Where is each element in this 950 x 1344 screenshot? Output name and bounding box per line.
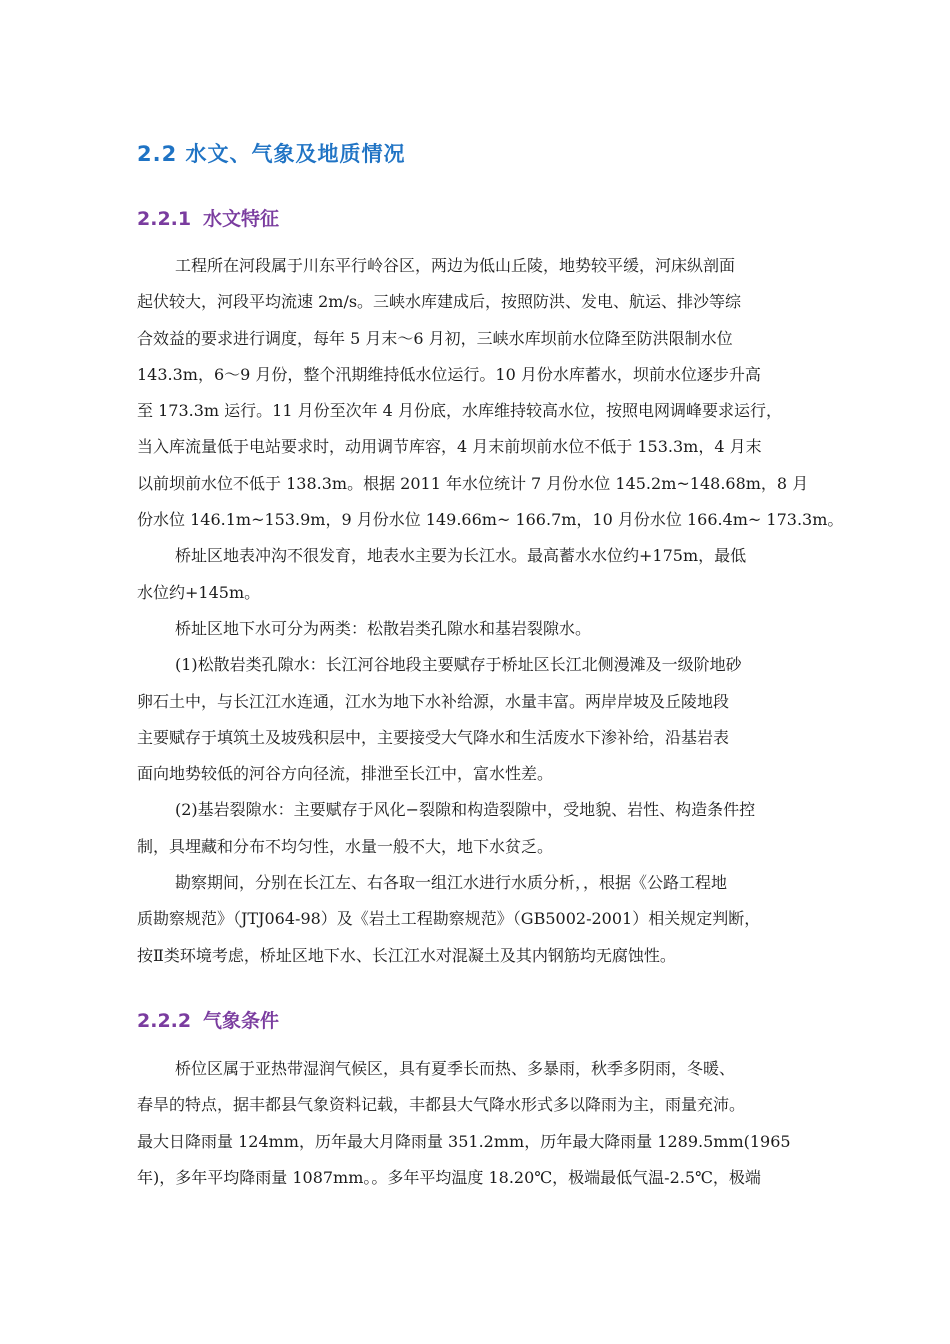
- subsection-title: 水文特征: [203, 208, 280, 230]
- subsection-number: 2.2.2: [137, 1010, 192, 1032]
- text-line: (1)松散岩类孔隙水：长江河谷地段主要赋存于桥址区长江北侧漫滩及一级阶地砂: [175, 655, 742, 675]
- text-line: 春旱的特点，据丰都县气象资料记载，丰都县大气降水形式多以降雨为主，雨量充沛。: [137, 1095, 746, 1115]
- subsection-heading-climate: [137, 1006, 279, 1033]
- text-line: 至 173.3m 运行。11 月份至次年 4 月份底，水库维持较高水位，按照电网调峰要求运行，: [137, 401, 782, 421]
- text-line: 面向地势较低的河谷方向径流，排泄至长江中，富水性差。: [137, 764, 554, 784]
- text-line: 桥址区地表冲沟不很发育，地表水主要为长江水。最高蓄水水位约+175m，最低: [175, 546, 747, 566]
- text-line: 以前坝前水位不低于 138.3m。根据 2011 年水位统计 7 月份水位 145.2m~148.68m，8 月: [137, 473, 809, 493]
- subsection-title: 气象条件: [203, 1010, 280, 1032]
- text-line: 卵石土中，与长江江水连通，江水为地下水补给源，水量丰富。两岸岸坡及丘陵地段: [137, 691, 730, 711]
- text-line: 最大日降雨量 124mm，历年最大月降雨量 351.2mm，历年最大降雨量 1289.5mm(1965: [137, 1131, 791, 1151]
- subsection-number: 2.2.1: [137, 208, 192, 230]
- text-line: 勘察期间，分别在长江左、右各取一组江水进行水质分析，，根据《公路工程地: [175, 873, 728, 893]
- text-line: 质勘察规范》（JTJ064-98）及《岩土工程勘察规范》（GB5002-2001）相关规定判断，: [137, 909, 761, 929]
- text-line: 工程所在河段属于川东平行岭谷区，两边为低山丘陵，地势较平缓，河床纵剖面: [175, 256, 736, 275]
- text-line: 143.3m，6～9 月份，整个汛期维持低水位运行。10 月份水库蓄水，坝前水位逐步升高: [137, 364, 761, 384]
- text-line: 按Ⅱ类环境考虑，桥址区地下水、长江江水对混凝土及其内钢筋均无腐蚀性。: [137, 945, 676, 965]
- section-heading: 2.2 水文、气象及地质情况: [137, 142, 406, 166]
- text-line: 水位约+145m。: [137, 582, 261, 602]
- text-line: 合效益的要求进行调度，每年 5 月末～6 月初，三峡水库坝前水位降至防洪限制水位: [137, 328, 733, 348]
- text-line: 桥位区属于亚热带湿润气候区，具有夏季长而热、多暴雨，秋季多阴雨，冬暖、: [175, 1059, 736, 1078]
- text-line: (2)基岩裂隙水：主要赋存于风化−裂隙和构造裂隙中，受地貌、岩性、构造条件控: [175, 800, 756, 820]
- subsection-heading-hydrology: [137, 204, 279, 231]
- text-line: 起伏较大，河段平均流速 2m/s。三峡水库建成后，按照防洪、发电、航运、排沙等综: [137, 292, 742, 312]
- text-line: 当入库流量低于电站要求时，动用调节库容，4 月末前坝前水位不低于 153.3m，4 月末: [137, 437, 762, 457]
- text-line: 桥址区地下水可分为两类：松散岩类孔隙水和基岩裂隙水。: [175, 618, 592, 638]
- text-line: 主要赋存于填筑土及坡残积层中，主要接受大气降水和生活废水下渗补给，沿基岩表: [137, 727, 730, 747]
- hydrology-body: [137, 248, 877, 974]
- text-line: 制，具埋藏和分布不均匀性，水量一般不大，地下水贫乏。: [137, 836, 554, 856]
- text-line: 年)，多年平均降雨量 1087mm。。多年平均温度 18.20℃，极端最低气温-2.5℃，极端: [137, 1167, 761, 1187]
- text-line: 份水位 146.1m~153.9m，9 月份水位 149.66m~ 166.7m，10 月份水位 166.4m~ 173.3m。: [137, 510, 844, 530]
- climate-body: [137, 1051, 877, 1196]
